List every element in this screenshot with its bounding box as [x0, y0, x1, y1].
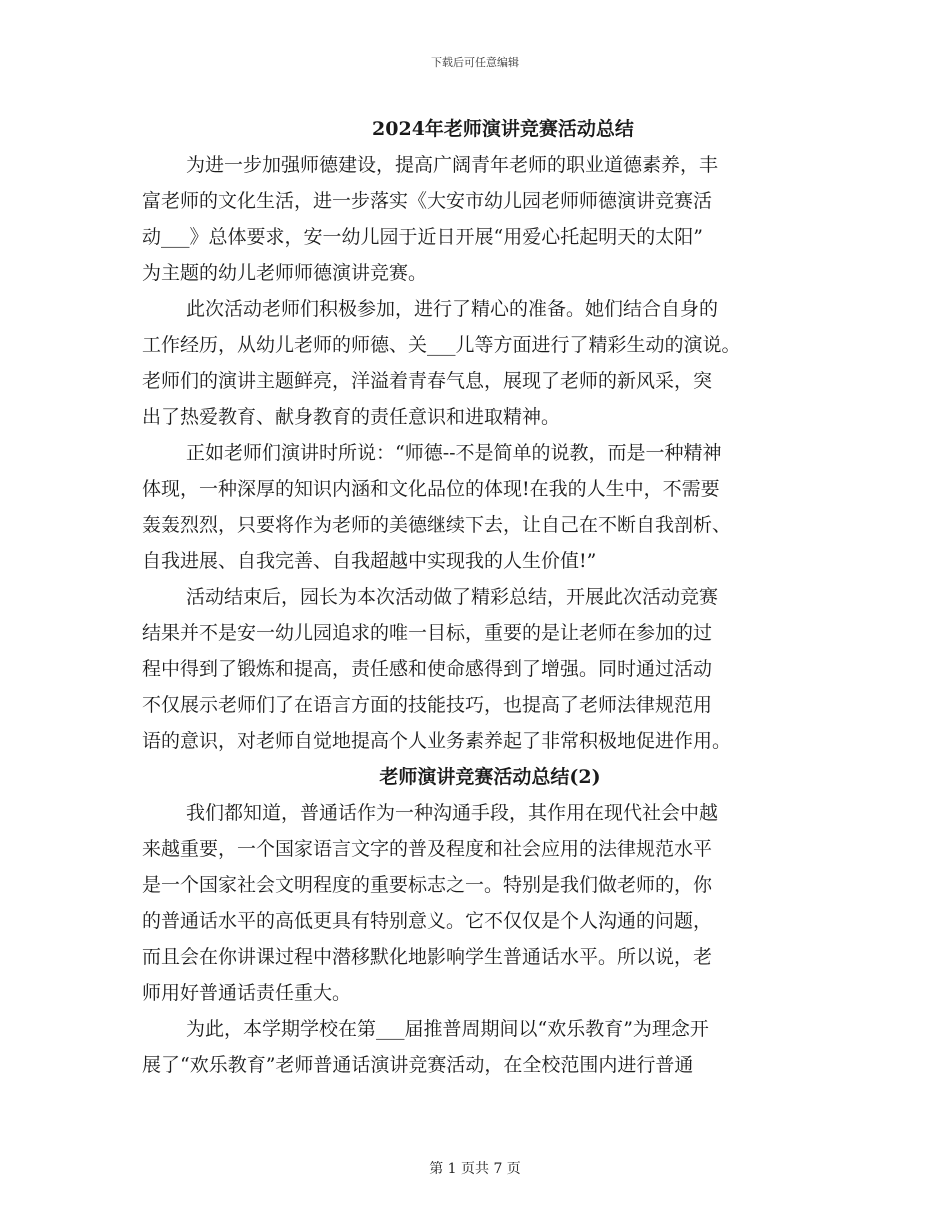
paragraph-line: 结果并不是安一幼儿园追求的唯一目标，重要的是让老师在参加的过 — [142, 622, 713, 644]
document-title: 2024年老师演讲竞赛活动总结 — [372, 118, 634, 140]
paragraph-line: 的普通话水平的高低更具有特别意义。它不仅仅是个人沟通的问题， — [142, 910, 713, 932]
paragraph-line: 活动结束后，园长为本次活动做了精彩总结，开展此次活动竞赛 — [186, 586, 719, 608]
paragraph-line: 而且会在你讲课过程中潜移默化地影响学生普通话水平。所以说，老 — [142, 946, 713, 968]
paragraph-line: 动___》总体要求，安一幼儿园于近日开展“用爱心托起明天的太阳” — [142, 226, 703, 248]
paragraph-line: 我们都知道，普通话作为一种沟通手段，其作用在现代社会中越 — [186, 802, 719, 824]
paragraph-line: 出了热爱教育、献身教育的责任意识和进取精神。 — [142, 406, 561, 428]
paragraph-line: 语的意识，对老师自觉地提高个人业务素养起了非常积极地促进作用。 — [142, 730, 732, 752]
document-body — [142, 111, 808, 1083]
paragraph-6 — [142, 1011, 808, 1083]
paragraph-line: 此次活动老师们积极参加，进行了精心的准备。她们结合自身的 — [186, 298, 719, 320]
paragraph-line: 自我进展、自我完善、自我超越中实现我的人生价值!” — [142, 550, 597, 572]
paragraph-line: 是一个国家社会文明程度的重要标志之一。特别是我们做老师的，你 — [142, 874, 713, 896]
paragraph-5 — [142, 795, 808, 1011]
paragraph-line: 不仅展示老师们了在语言方面的技能技巧，也提高了老师法律规范用 — [142, 694, 713, 716]
paragraph-line: 体现，一种深厚的知识内涵和文化品位的体现!在我的人生中，不需要 — [142, 478, 720, 500]
paragraph-1 — [142, 147, 808, 291]
page-header: 下载后可任意编辑 — [431, 56, 519, 69]
paragraph-line: 为主题的幼儿老师师德演讲竞赛。 — [142, 262, 428, 284]
paragraph-3 — [142, 435, 808, 579]
section-title: 老师演讲竞赛活动总结(2) — [379, 766, 601, 788]
page-footer: 第 1 页共 7 页 — [429, 1161, 521, 1177]
paragraph-line: 展了“欢乐教育”老师普通话演讲竞赛活动，在全校范围内进行普通 — [142, 1054, 694, 1076]
paragraph-line: 为此，本学期学校在第___届推普周期间以“欢乐教育”为理念开 — [186, 1018, 709, 1040]
paragraph-line: 程中得到了锻炼和提高，责任感和使命感得到了增强。同时通过活动 — [142, 658, 713, 680]
paragraph-line: 轰轰烈烈，只要将作为老师的美德继续下去，让自己在不断自我剖析、 — [142, 514, 732, 536]
paragraph-2 — [142, 291, 808, 435]
paragraph-line: 富老师的文化生活，进一步落实《大安市幼儿园老师师德演讲竞赛活 — [142, 190, 713, 212]
paragraph-4 — [142, 579, 808, 759]
paragraph-line: 为进一步加强师德建设，提高广阔青年老师的职业道德素养，丰 — [186, 154, 719, 176]
paragraph-line: 师用好普通话责任重大。 — [142, 982, 352, 1004]
paragraph-line: 来越重要，一个国家语言文字的普及程度和社会应用的法律规范水平 — [142, 838, 713, 860]
paragraph-line: 老师们的演讲主题鲜亮，洋溢着青春气息，展现了老师的新风采，突 — [142, 370, 713, 392]
paragraph-line: 工作经历，从幼儿老师的师德、关___儿等方面进行了精彩生动的演说。 — [142, 334, 741, 356]
paragraph-line: 正如老师们演讲时所说：“师德--不是简单的说教，而是一种精神 — [186, 442, 722, 464]
